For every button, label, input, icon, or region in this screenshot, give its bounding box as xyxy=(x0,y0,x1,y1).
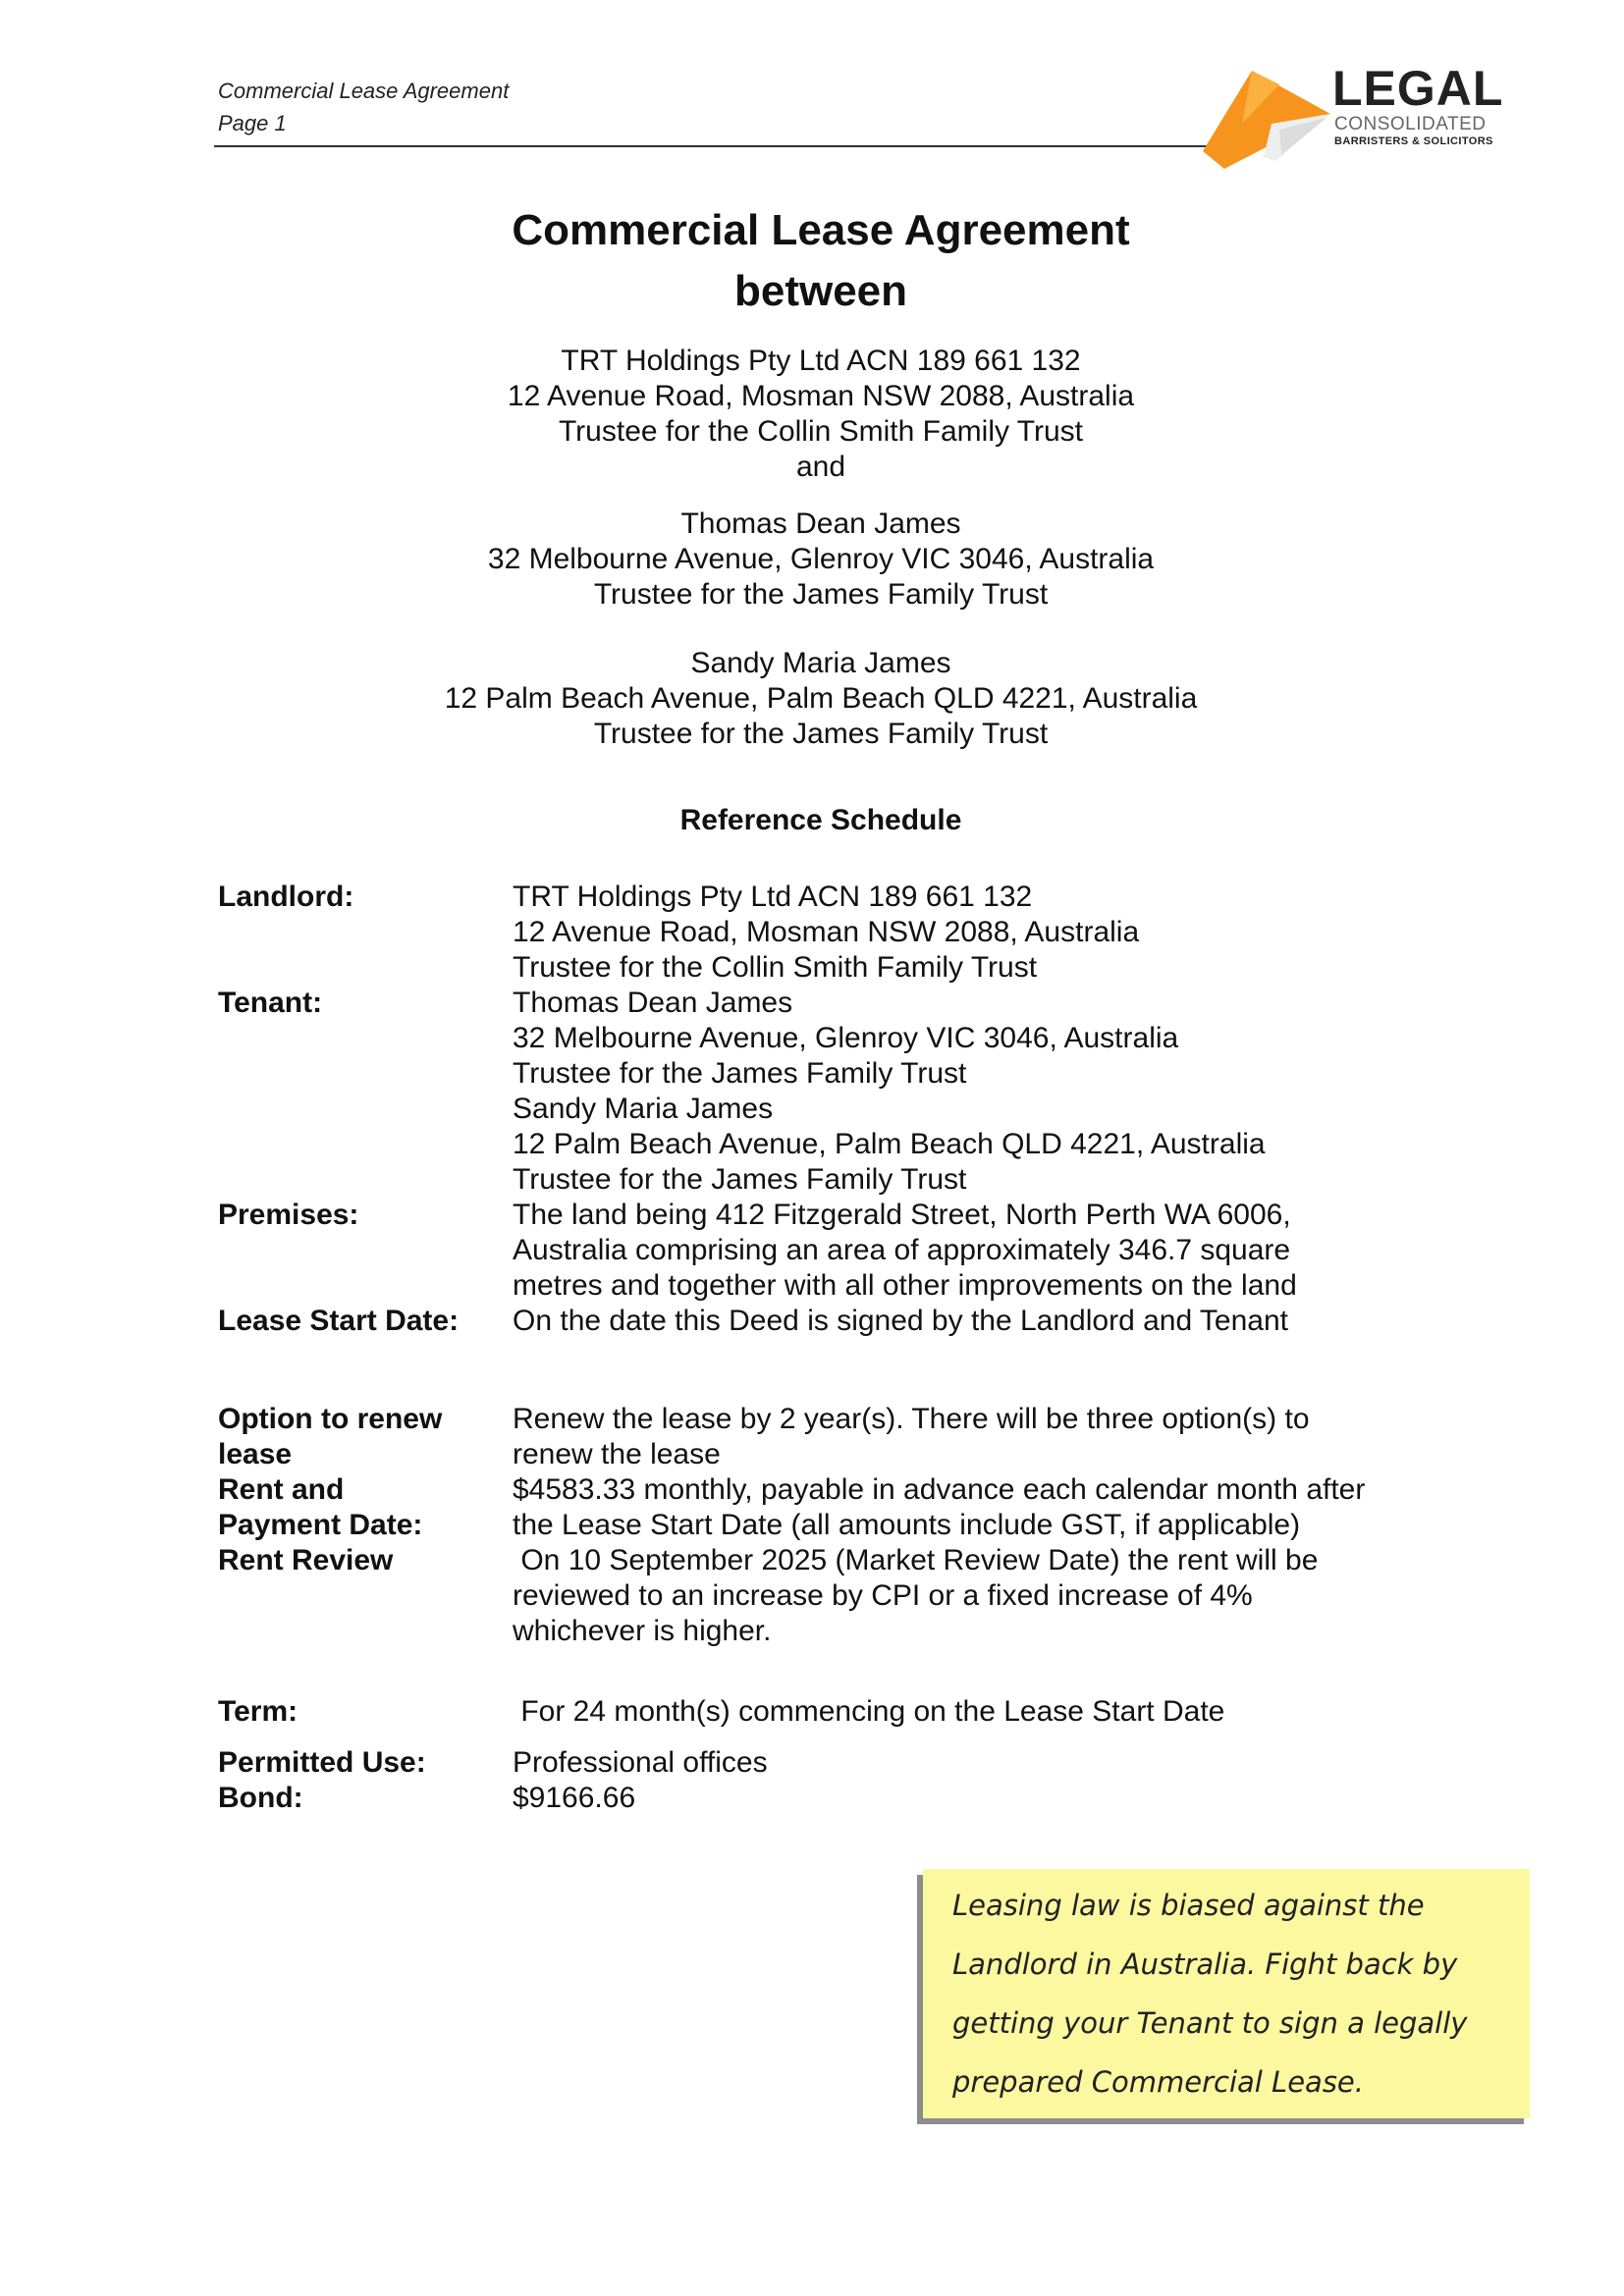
party-line: 32 Melbourne Avenue, Glenroy VIC 3046, Australia xyxy=(487,543,1155,575)
value-line: Thomas Dean James xyxy=(513,987,793,1019)
bond-label: Bond: xyxy=(218,1782,303,1814)
legal-consolidated-logo xyxy=(1203,63,1517,171)
logo-sub: CONSOLIDATED xyxy=(1334,114,1487,134)
lease-start-label: Lease Start Date: xyxy=(218,1305,460,1337)
document-title-between: between xyxy=(733,267,908,315)
party-line: 12 Palm Beach Avenue, Palm Beach QLD 4221, Australia xyxy=(444,682,1198,715)
tenant-value xyxy=(513,986,1266,1198)
value-line: whichever is higher. xyxy=(513,1615,772,1647)
note-line: prepared Commercial Lease. xyxy=(952,2065,1364,2099)
premises-value xyxy=(513,1198,1297,1304)
sticky-note xyxy=(923,1869,1530,2118)
running-header xyxy=(218,75,509,139)
value-line: On the date this Deed is signed by the Landlord and Tenant xyxy=(513,1305,1289,1337)
value-line: 12 Avenue Road, Mosman NSW 2088, Australia xyxy=(513,916,1140,948)
term-label: Term: xyxy=(218,1695,298,1728)
header-doc-name: Commercial Lease Agreement xyxy=(218,79,510,103)
premises-label: Premises: xyxy=(218,1199,359,1231)
value-line: Australia comprising an area of approximately 346.7 square xyxy=(513,1234,1291,1266)
value-line: Renew the lease by 2 year(s). There will be three option(s) to xyxy=(513,1403,1310,1435)
value-line: $4583.33 monthly, payable in advance each calendar month after xyxy=(513,1473,1366,1506)
party-line: Sandy Maria James xyxy=(690,647,951,679)
landlord-label: Landlord: xyxy=(218,881,354,913)
party-line: TRT Holdings Pty Ltd ACN 189 661 132 xyxy=(561,345,1081,377)
rent-value xyxy=(513,1472,1365,1543)
note-line: Landlord in Australia. Fight back by xyxy=(952,1948,1458,1981)
logo-word: LEGAL xyxy=(1332,61,1504,116)
party-tenant-2 xyxy=(0,646,1624,752)
value-line: renew the lease xyxy=(513,1438,721,1470)
label-line: Rent and xyxy=(218,1473,345,1506)
value-line: 32 Melbourne Avenue, Glenroy VIC 3046, Australia xyxy=(513,1022,1179,1054)
value-line: TRT Holdings Pty Ltd ACN 189 661 132 xyxy=(513,881,1033,913)
label-line: Option to renew xyxy=(218,1403,443,1435)
party-and: and xyxy=(795,451,846,483)
party-line: Trustee for the Collin Smith Family Trust xyxy=(558,415,1084,448)
value-line: 12 Palm Beach Avenue, Palm Beach QLD 4221, Australia xyxy=(513,1128,1266,1160)
tenant-label: Tenant: xyxy=(218,987,323,1019)
option-value xyxy=(513,1402,1310,1472)
party-line: Trustee for the James Family Trust xyxy=(593,718,1049,750)
note-line: getting your Tenant to sign a legally xyxy=(952,2006,1468,2040)
value-line: the Lease Start Date (all amounts include GST, if applicable) xyxy=(513,1509,1301,1541)
term-value xyxy=(513,1694,1224,1730)
label-line: Payment Date: xyxy=(218,1509,423,1541)
value-line: Trustee for the Collin Smith Family Trust xyxy=(513,951,1038,984)
permitted-use-label: Permitted Use: xyxy=(218,1746,426,1779)
party-line: Thomas Dean James xyxy=(680,507,961,540)
value-line: $9166.66 xyxy=(513,1782,636,1814)
bond-value xyxy=(513,1781,635,1816)
value-line: Trustee for the James Family Trust xyxy=(513,1163,967,1196)
value-line: Trustee for the James Family Trust xyxy=(513,1057,967,1090)
value-line: Sandy Maria James xyxy=(513,1093,774,1125)
logo-mark-icon xyxy=(1203,63,1330,171)
party-line: Trustee for the James Family Trust xyxy=(593,578,1049,611)
party-line: 12 Avenue Road, Mosman NSW 2088, Australia xyxy=(507,380,1135,412)
landlord-value xyxy=(513,880,1139,986)
logo-tagline: BARRISTERS & SOLICITORS xyxy=(1334,135,1493,147)
lease-start-value xyxy=(513,1304,1288,1339)
label-line: lease xyxy=(218,1438,293,1470)
option-label xyxy=(218,1402,442,1472)
rent-review-value xyxy=(513,1543,1318,1649)
value-line: metres and together with all other improvements on the land xyxy=(513,1269,1297,1302)
rent-review-label: Rent Review xyxy=(218,1544,394,1576)
value-line: On 10 September 2025 (Market Review Date) the rent will be xyxy=(513,1544,1319,1576)
permitted-use-value xyxy=(513,1745,768,1781)
value-line: The land being 412 Fitzgerald Street, North Perth WA 6006, xyxy=(513,1199,1291,1231)
header-page-number: Page 1 xyxy=(218,111,287,135)
party-landlord xyxy=(0,344,1624,485)
schedule-title: Reference Schedule xyxy=(679,804,962,836)
document-title: Commercial Lease Agreement xyxy=(512,206,1130,254)
header-rule xyxy=(214,145,1208,147)
value-line: Professional offices xyxy=(513,1746,768,1779)
party-tenant-1 xyxy=(0,507,1624,613)
value-line: reviewed to an increase by CPI or a fixed increase of 4% xyxy=(513,1579,1253,1612)
value-line: For 24 month(s) commencing on the Lease Start Date xyxy=(513,1695,1225,1728)
rent-label xyxy=(218,1472,422,1543)
note-line: Leasing law is biased against the xyxy=(952,1889,1425,1922)
